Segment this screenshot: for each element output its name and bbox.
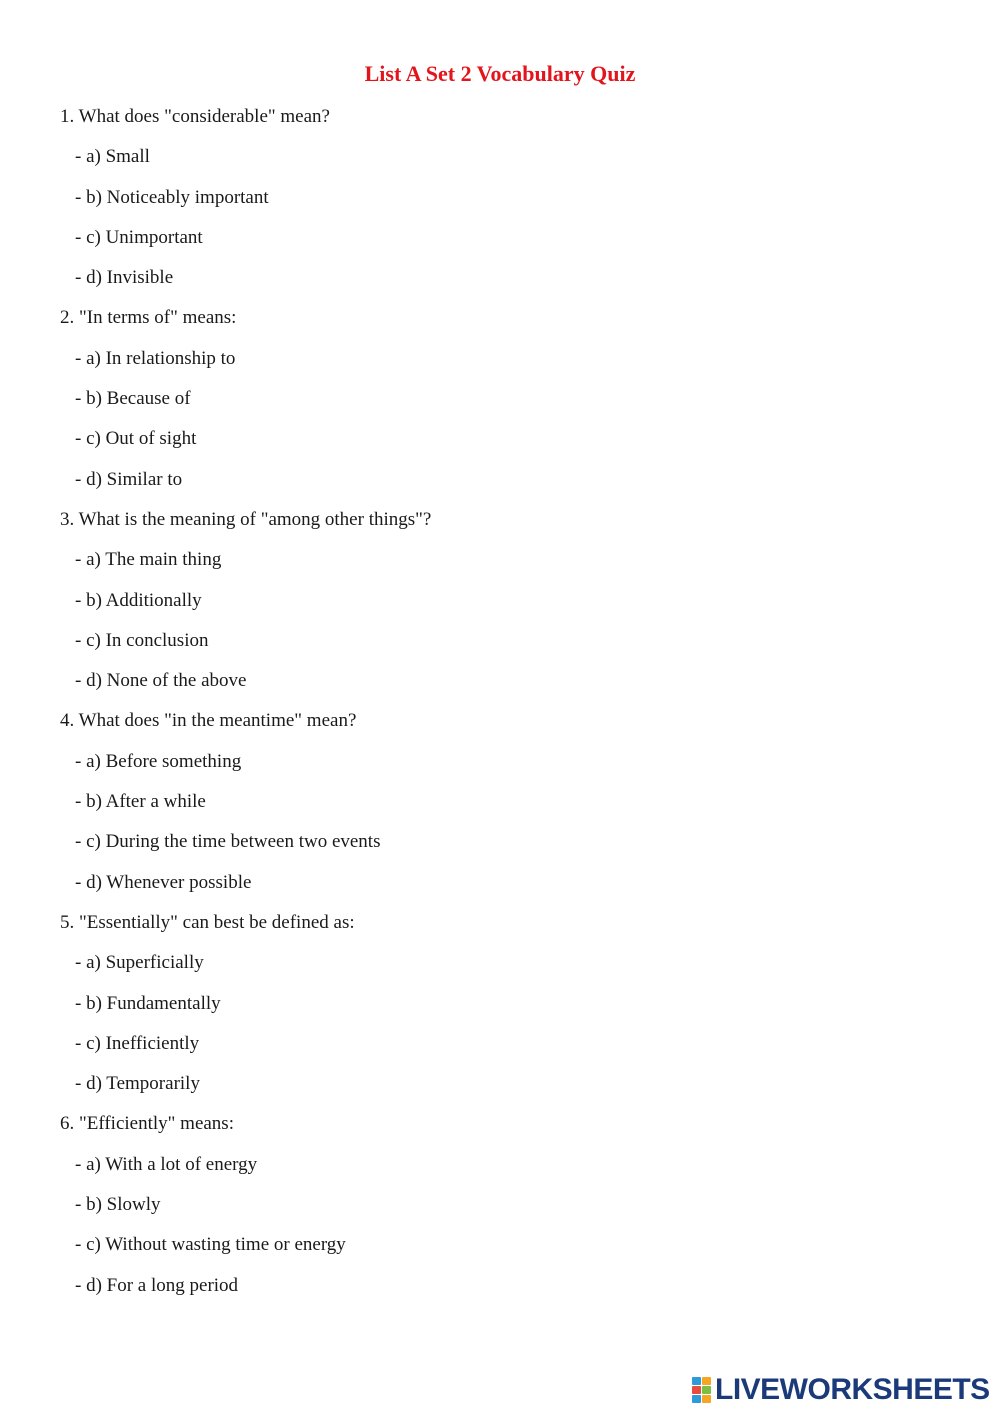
logo-tile: [702, 1386, 711, 1394]
answer-option: - a) Superficially: [75, 952, 204, 974]
answer-option: - a) The main thing: [75, 549, 222, 571]
question-text: 6. "Efficiently" means:: [60, 1113, 234, 1135]
answer-option: - a) In relationship to: [75, 347, 236, 369]
question-text: 2. "In terms of" means:: [60, 307, 237, 329]
logo-tile: [692, 1377, 701, 1385]
question-block: [60, 706, 960, 907]
answer-option: - d) None of the above: [75, 670, 247, 692]
question-block: [60, 102, 960, 303]
liveworksheets-logo-icon: [692, 1377, 712, 1403]
question-block: [60, 505, 960, 706]
answer-option: - c) Out of sight: [75, 428, 197, 450]
answer-option: - b) Fundamentally: [75, 992, 221, 1014]
logo-tile: [692, 1386, 701, 1394]
answer-option: - a) Small: [75, 146, 150, 168]
quiz: [60, 102, 960, 1311]
answer-option: - d) Whenever possible: [75, 871, 252, 893]
answer-option: - b) Noticeably important: [75, 186, 269, 208]
question-text: 3. What is the meaning of "among other things"?: [60, 508, 432, 530]
question-block: [60, 303, 960, 504]
answer-option: - c) Without wasting time or energy: [75, 1234, 346, 1256]
question-block: [60, 1109, 960, 1310]
answer-option: - a) Before something: [75, 750, 242, 772]
answer-option: - d) Temporarily: [75, 1073, 200, 1095]
answer-option: - c) Unimportant: [75, 226, 203, 248]
answer-option: - d) Invisible: [75, 267, 174, 289]
logo-text: LIVEWORKSHEETS: [715, 1373, 990, 1406]
answer-option: - c) In conclusion: [75, 629, 209, 651]
answer-option: - d) Similar to: [75, 468, 183, 490]
question-text: 5. "Essentially" can best be defined as:: [60, 911, 355, 933]
logo-tile: [692, 1395, 701, 1403]
answer-option: - b) Because of: [75, 388, 191, 410]
answer-option: - c) Inefficiently: [75, 1032, 200, 1054]
answer-option: - d) For a long period: [75, 1274, 239, 1296]
answer-option: - a) With a lot of energy: [75, 1153, 258, 1175]
answer-option: - b) Additionally: [75, 589, 202, 611]
logo-tile: [702, 1395, 711, 1403]
liveworksheets-logo[interactable]: [692, 1373, 990, 1407]
logo-tile: [702, 1377, 711, 1385]
question-block: [60, 908, 960, 1109]
page-title: List A Set 2 Vocabulary Quiz: [364, 61, 636, 86]
question-text: 1. What does "considerable" mean?: [60, 106, 330, 127]
answer-option: - b) Slowly: [75, 1194, 161, 1216]
answer-option: - b) After a while: [75, 791, 206, 813]
question-text: 4. What does "in the meantime" mean?: [60, 710, 357, 732]
answer-option: - c) During the time between two events: [75, 831, 381, 853]
